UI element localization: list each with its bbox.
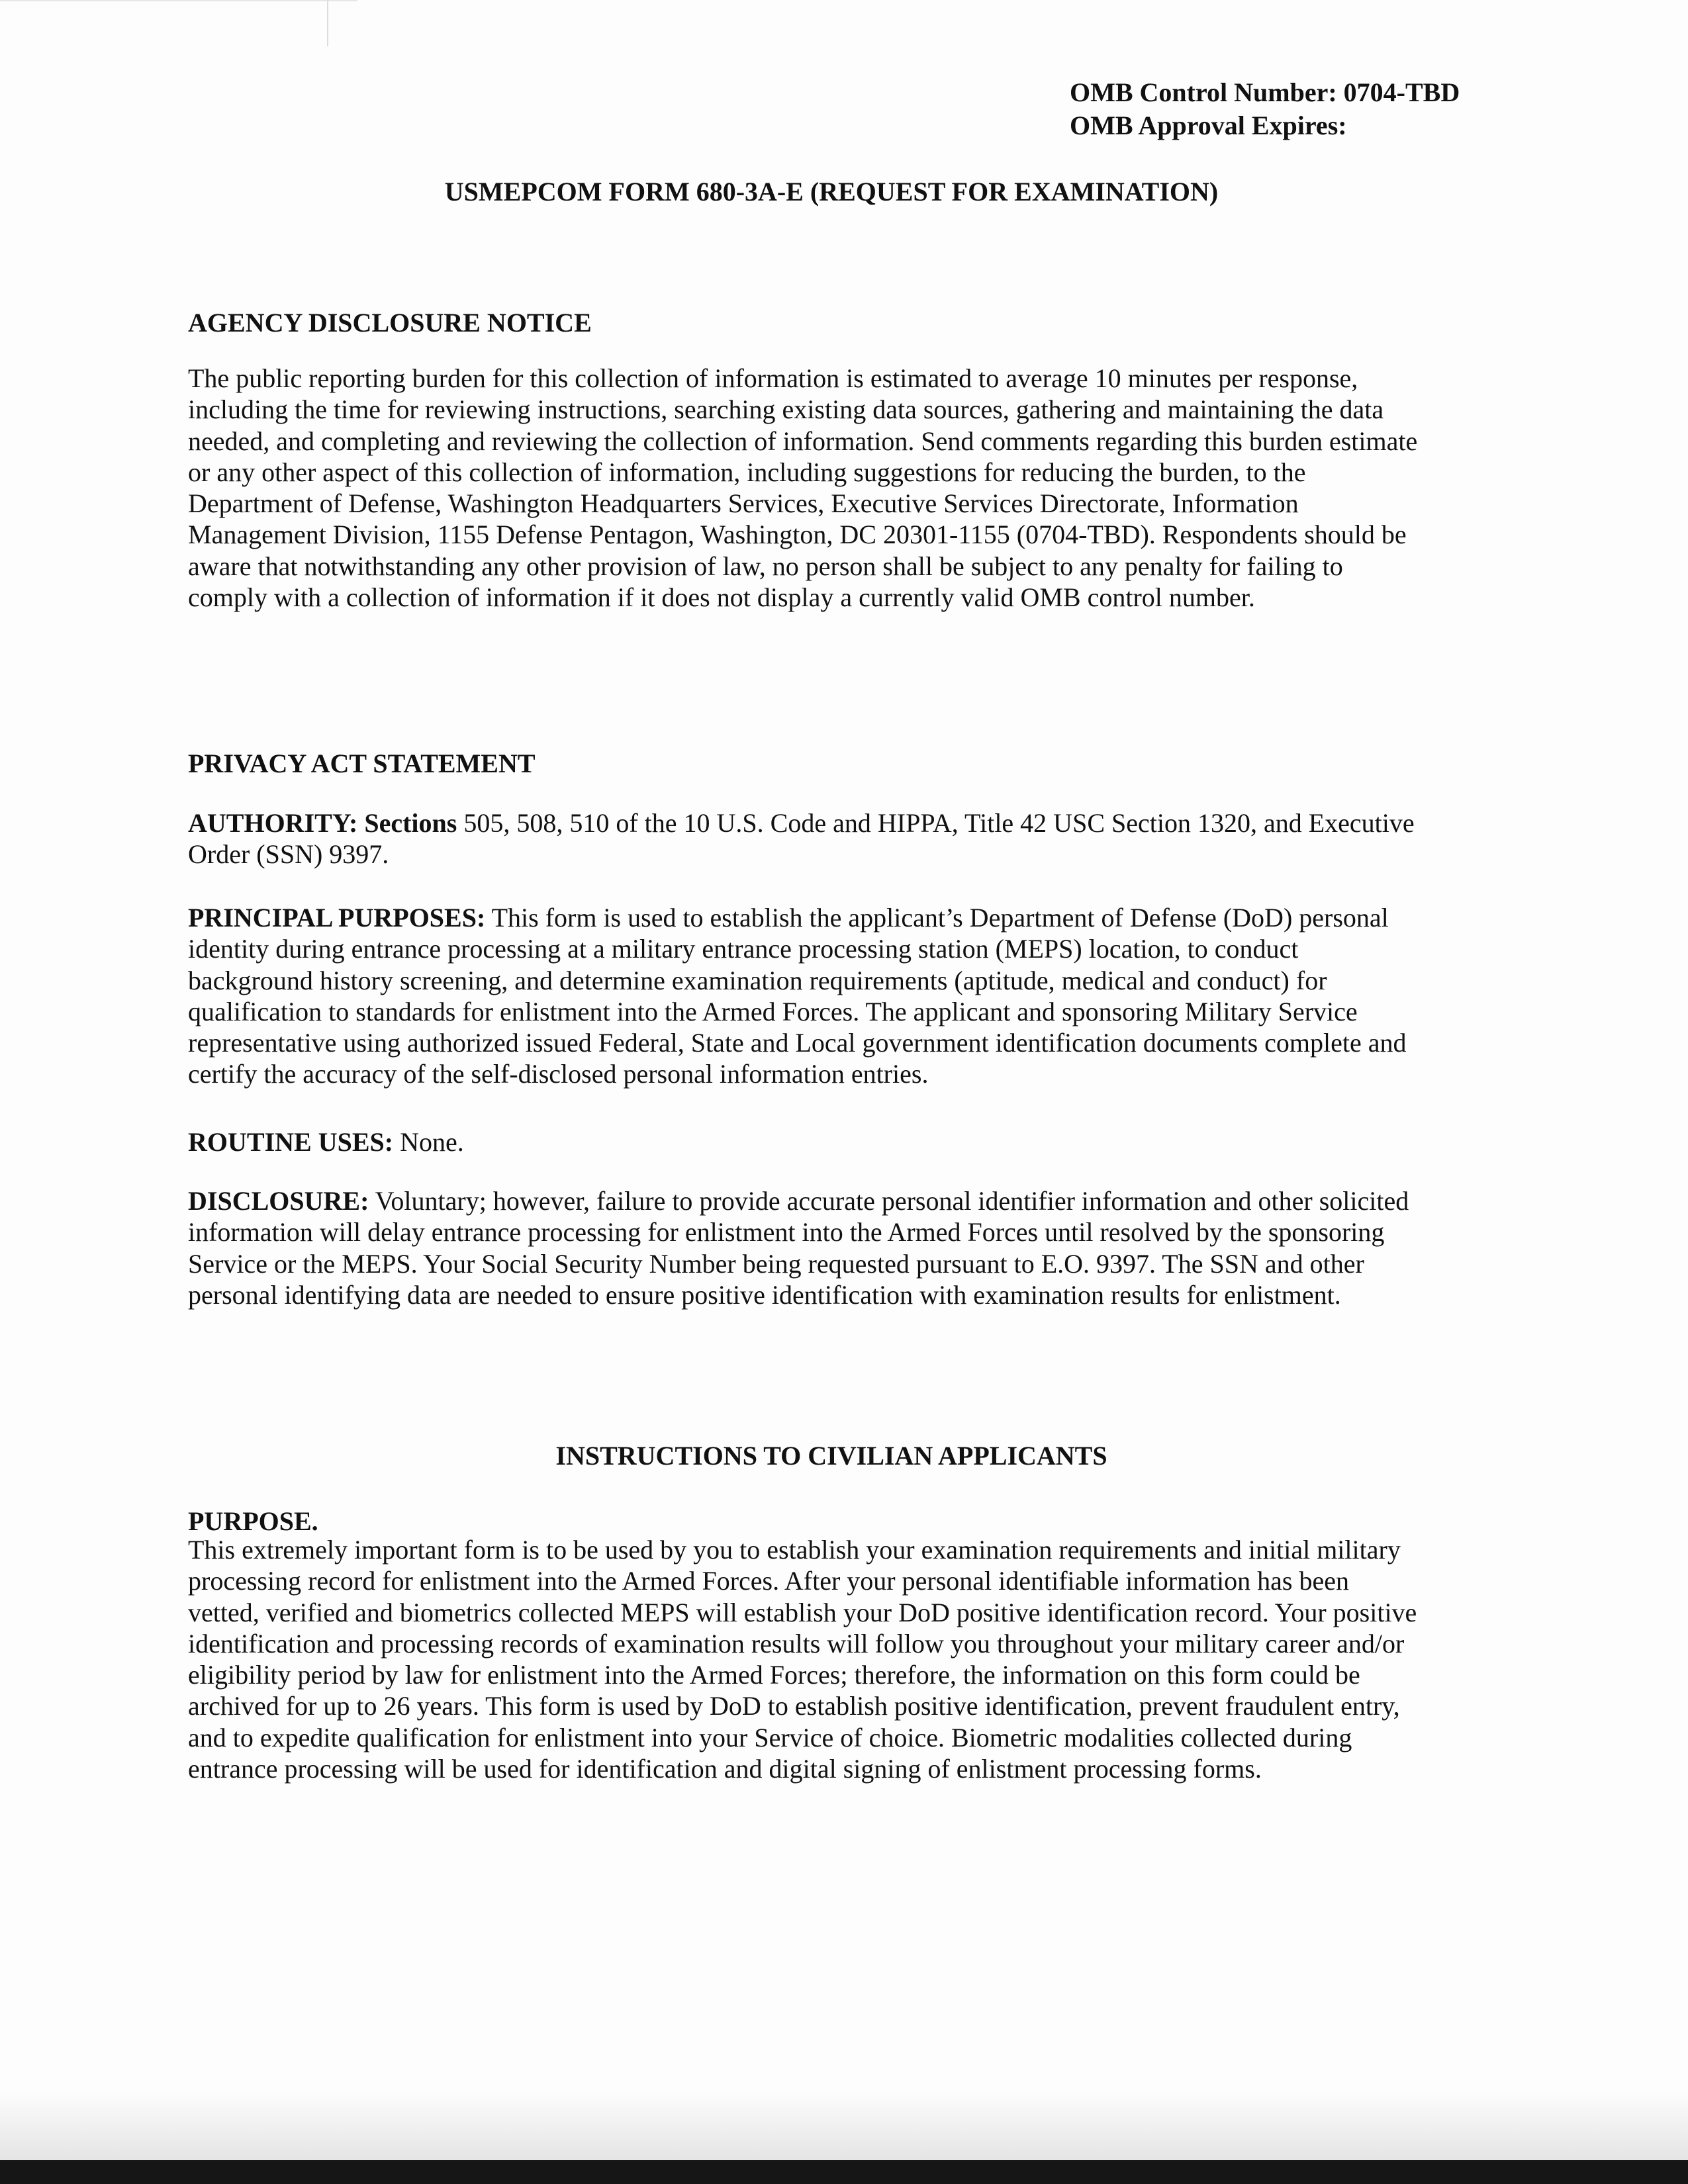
text-line: representative using authorized issued Federal, State and Local government identification documents complete and xyxy=(188,1028,1407,1058)
text-line: information will delay entrance processing for enlistment into the Armed Forces until resolved by the sponsoring xyxy=(188,1217,1385,1248)
disclosure-text: Voluntary; however, failure to provide accurate personal identifier information and other solicited xyxy=(369,1186,1409,1216)
agency-notice-heading: AGENCY DISCLOSURE NOTICE xyxy=(188,308,592,338)
text-line: comply with a collection of information if it does not display a currently valid OMB control number. xyxy=(188,582,1255,613)
authority-text: 505, 508, 510 of the 10 U.S. Code and HIPPA, Title 42 USC Section 1320, and Executive xyxy=(457,808,1415,838)
form-title: USMEPCOM FORM 680-3A-E (REQUEST FOR EXAMINATION) xyxy=(444,177,1219,206)
omb-approval-expires: OMB Approval Expires: xyxy=(1070,111,1347,140)
text-line: The public reporting burden for this collection of information is estimated to average 10 minutes per response, xyxy=(188,363,1358,393)
text-line: eligibility period by law for enlistment into the Armed Forces; therefore, the information on this form could be xyxy=(188,1660,1360,1690)
text-line: entrance processing will be used for identification and digital signing of enlistment processing forms. xyxy=(188,1754,1262,1784)
principal-purposes-section xyxy=(188,902,1407,1090)
disclosure-label: DISCLOSURE: xyxy=(188,1186,369,1216)
omb-control-number: OMB Control Number: 0704-TBD xyxy=(1070,77,1460,107)
scan-edge-line xyxy=(0,0,357,1)
text-line: or any other aspect of this collection of information, including suggestions for reducing the burden, to the xyxy=(188,457,1306,487)
purpose-text xyxy=(188,1534,1417,1784)
text-line: and to expedite qualification for enlistment into your Service of choice. Biometric modalities collected during xyxy=(188,1722,1352,1752)
routine-uses-label: ROUTINE USES: xyxy=(188,1127,394,1157)
authority-label: AUTHORITY: Sections xyxy=(188,808,457,838)
authority-section xyxy=(188,807,1415,870)
text-line: identity during entrance processing at a military entrance processing station (MEPS) location, to conduct xyxy=(188,934,1299,964)
text-line: archived for up to 26 years. This form is used by DoD to establish positive identification, prevent fraudulent entry, xyxy=(188,1691,1400,1721)
principal-purposes-text: This form is used to establish the applicant’s Department of Defense (DoD) personal xyxy=(485,903,1389,933)
text-line: including the time for reviewing instructions, searching existing data sources, gathering and maintaining the data xyxy=(188,394,1384,425)
text-line: Management Division, 1155 Defense Pentagon, Washington, DC 20301-1155 (0704-TBD). Respondents should be xyxy=(188,520,1407,550)
text-line: processing record for enlistment into the Armed Forces. After your personal identifiable information has been xyxy=(188,1566,1349,1596)
text-line: needed, and completing and reviewing the collection of information. Send comments regarding this burden estimate xyxy=(188,426,1418,456)
text-line: identification and processing records of examination results will follow you throughout your military career and/or xyxy=(188,1628,1405,1659)
principal-purposes-label: PRINCIPAL PURPOSES: xyxy=(188,903,486,933)
routine-uses-text: None. xyxy=(393,1127,464,1157)
text-line: certify the accuracy of the self-disclosed personal information entries. xyxy=(188,1059,929,1089)
scan-shadow xyxy=(0,2091,1688,2161)
agency-notice-text xyxy=(188,363,1417,613)
scan-mark xyxy=(327,0,328,46)
text-line: vetted, verified and biometrics collected MEPS will establish your DoD positive identification record. Your positive xyxy=(188,1597,1417,1627)
text-line: background history screening, and determine examination requirements (aptitude, medical and conduct) for xyxy=(188,965,1327,995)
text-line: Service or the MEPS. Your Social Security Number being requested pursuant to E.O. 9397. The SSN and other xyxy=(188,1248,1364,1279)
routine-uses-section xyxy=(188,1126,464,1158)
text-line: Order (SSN) 9397. xyxy=(188,839,389,870)
text-line: This extremely important form is to be used by you to establish your examination requirements and initial military xyxy=(188,1535,1401,1565)
text-line: personal identifying data are needed to ensure positive identification with examination results for enlistment. xyxy=(188,1279,1341,1310)
text-line: qualification to standards for enlistment into the Armed Forces. The applicant and sponsoring Military Service xyxy=(188,996,1358,1026)
purpose-heading: PURPOSE. xyxy=(188,1506,318,1536)
text-line: Department of Defense, Washington Headquarters Services, Executive Services Directorate, Information xyxy=(188,488,1299,519)
scan-border xyxy=(0,2160,1688,2184)
text-line: aware that notwithstanding any other provision of law, no person shall be subject to any penalty for failing to xyxy=(188,551,1343,581)
disclosure-section xyxy=(188,1185,1409,1310)
privacy-act-heading: PRIVACY ACT STATEMENT xyxy=(188,749,536,778)
instructions-heading: INSTRUCTIONS TO CIVILIAN APPLICANTS xyxy=(555,1441,1107,1471)
